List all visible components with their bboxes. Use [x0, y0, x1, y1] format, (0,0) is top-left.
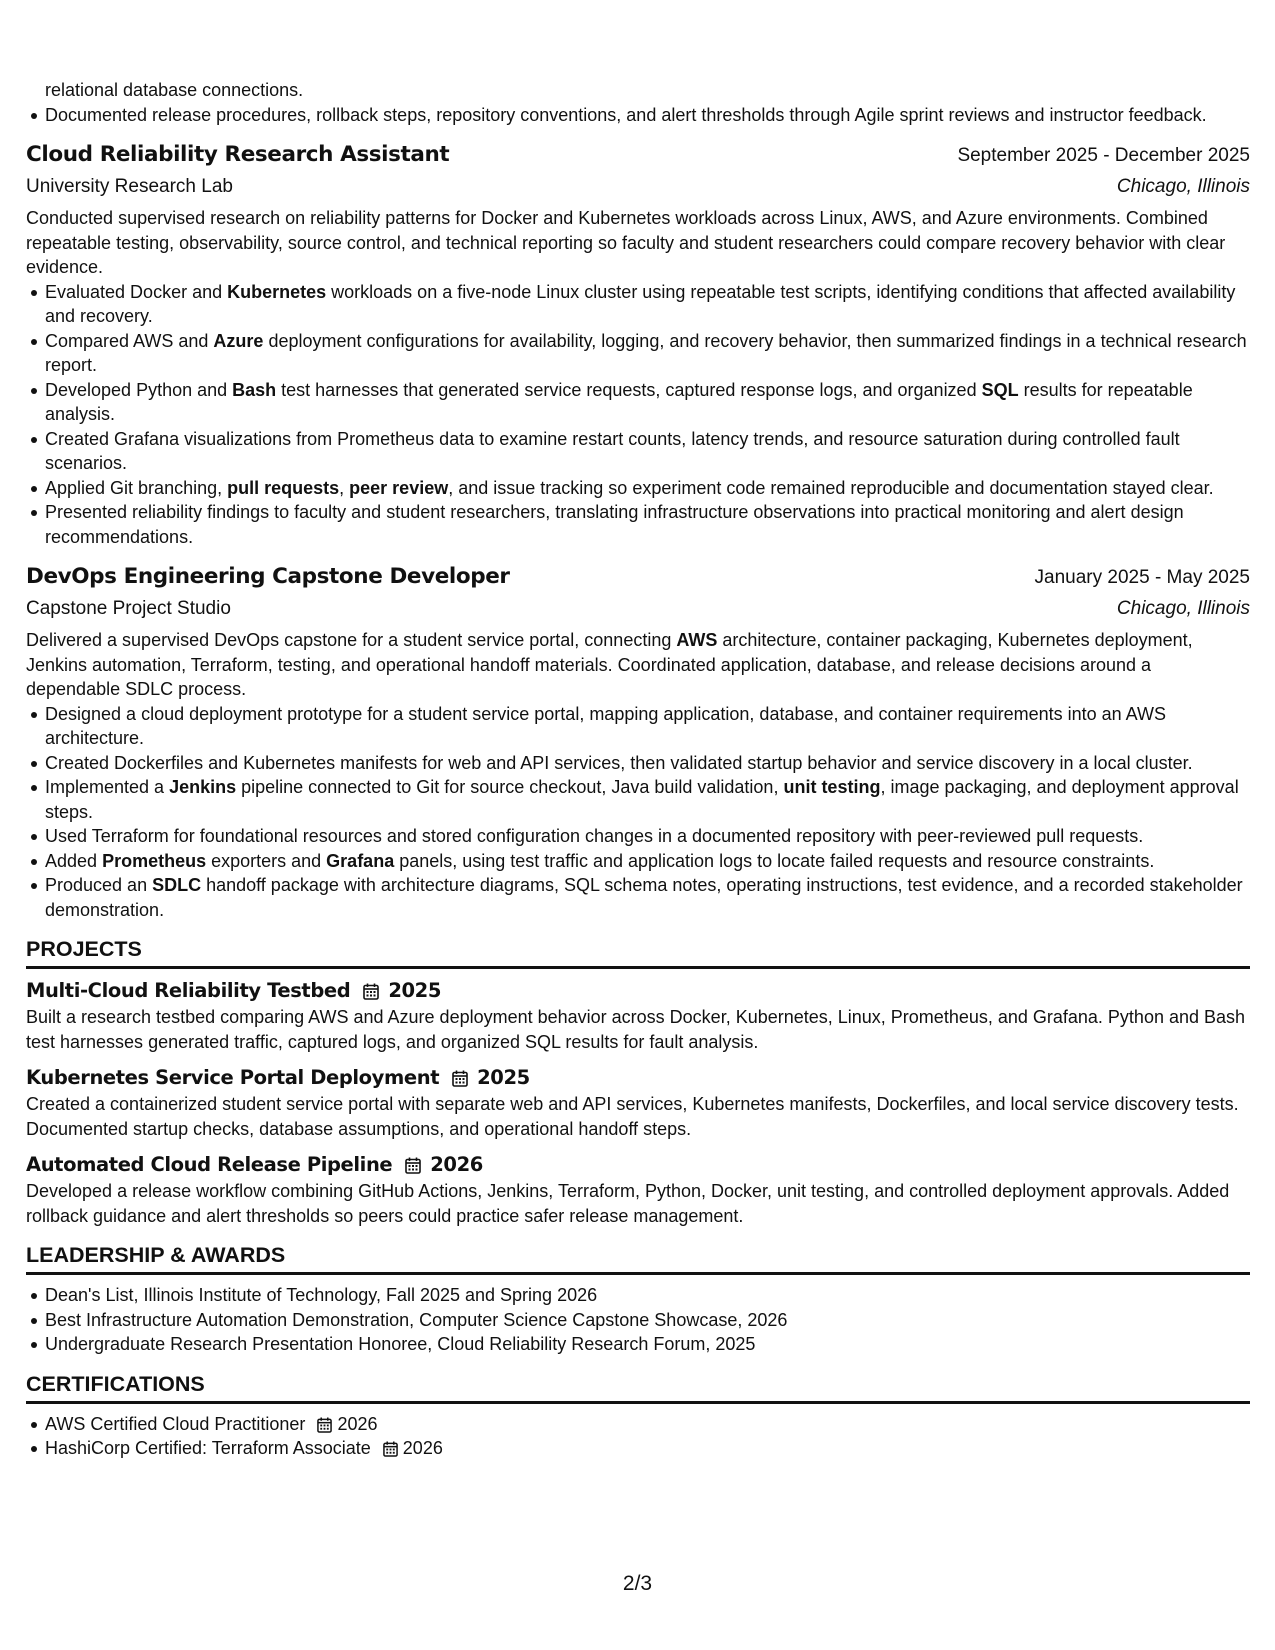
job-summary [26, 628, 1250, 702]
project-entry [26, 977, 1250, 1054]
certification-name: HashiCorp Certified: Terraform Associate [45, 1438, 371, 1458]
project-header [26, 1064, 1250, 1092]
bold-keyword: pull requests [227, 477, 340, 498]
text-run: , and issue tracking so experiment code remained reproducible and documentation stayed clear. [448, 477, 1214, 498]
award-item: Dean's List, Illinois Institute of Technology, Fall 2025 and Spring 2026 [45, 1283, 1250, 1308]
text-run: Created Dockerfiles and Kubernetes manifests for web and API services, then validated startup behavior and service discovery in a local cluster. [45, 752, 1193, 773]
job-organization: Capstone Project Studio [26, 598, 231, 619]
job-organization: University Research Lab [26, 176, 233, 197]
project-header [26, 1151, 1250, 1179]
job-entry [26, 561, 1250, 922]
bullet-item [45, 427, 1250, 476]
leadership-section [26, 1240, 1250, 1357]
project-description: Built a research testbed comparing AWS and Azure deployment behavior across Docker, Kubernetes, Linux, Prometheus, and Grafana. Python and Bash test harnesses generated traffic, captured logs, and organized SQL results for fault analysis. [26, 1007, 1246, 1052]
text-run: results for repeatable analysis. [45, 379, 1193, 424]
project-year: 2025 [388, 979, 441, 1002]
job-title: DevOps Engineering Capstone Developer [26, 564, 510, 589]
calendar-icon [383, 1441, 398, 1457]
experience-list [26, 139, 1250, 922]
award-item: Undergraduate Research Presentation Honoree, Cloud Reliability Research Forum, 2025 [45, 1332, 1250, 1357]
text-run: Developed Python and [45, 379, 233, 400]
text-run: workloads on a five-node Linux cluster using repeatable test scripts, identifying conditions that affected availability and recovery. [45, 281, 1236, 326]
bold-keyword: peer review [349, 477, 449, 498]
text-run: architecture, container packaging, Kubernetes deployment, Jenkins automation, Terraform, testing, and operational handoff materials. Coordinated application, database, and release decisions around a dependable SDLC process. [26, 630, 1193, 699]
text-run: deployment configurations for availability, logging, and recovery behavior, then summarized findings in a technical research report. [45, 330, 1247, 375]
text-run: Created Grafana visualizations from Prometheus data to examine restart counts, latency trends, and resource saturation during controlled fault scenarios. [45, 428, 1180, 473]
text-run: handoff package with architecture diagrams, SQL schema notes, operating instructions, test evidence, and a recorded stakeholder demonstration. [45, 875, 1243, 920]
job-dates: September 2025 - December 2025 [957, 145, 1250, 166]
text-run: Added [45, 850, 103, 871]
bold-keyword: SQL [981, 379, 1019, 400]
job-subheader [26, 594, 1250, 624]
text-run: Presented reliability findings to faculty and student researchers, translating infrastructure observations into practical monitoring and alert design recommendations. [45, 502, 1184, 547]
project-name: Kubernetes Service Portal Deployment [26, 1066, 440, 1089]
project-name: Automated Cloud Release Pipeline [26, 1153, 393, 1176]
previous-job-bullets [26, 78, 1250, 127]
job-title: Cloud Reliability Research Assistant [26, 142, 450, 167]
leadership-list [26, 1283, 1250, 1357]
certification-item [45, 1436, 1250, 1461]
job-header [26, 561, 1250, 594]
bold-keyword: AWS [676, 630, 718, 650]
job-location: Chicago, Illinois [1116, 176, 1250, 197]
bullet-item [45, 873, 1250, 922]
resume-page [26, 0, 1250, 1461]
text-run: panels, using test traffic and application logs to locate failed requests and resource constraints. [394, 850, 1155, 871]
project-entry [26, 1064, 1250, 1141]
bullet-item [45, 280, 1250, 329]
certification-year: 2026 [337, 1413, 378, 1434]
bullet-item [45, 329, 1250, 378]
project-year: 2026 [430, 1153, 483, 1176]
certifications-section [26, 1369, 1250, 1461]
job-entry [26, 139, 1250, 549]
text-run: Delivered a supervised DevOps capstone for a student service portal, connecting [26, 630, 677, 650]
text-run: , [339, 477, 350, 498]
calendar-icon [405, 1157, 421, 1174]
bold-keyword: Grafana [326, 850, 395, 871]
certification-item [45, 1412, 1250, 1437]
projects-section [26, 934, 1250, 1228]
project-year: 2025 [477, 1066, 530, 1089]
bold-keyword: Kubernetes [227, 281, 327, 302]
project-name: Multi-Cloud Reliability Testbed [26, 979, 351, 1002]
bold-keyword: Jenkins [169, 777, 237, 797]
text-run: exporters and [206, 850, 327, 871]
section-title-projects: PROJECTS [26, 934, 1250, 969]
bold-keyword: Bash [232, 379, 277, 400]
text-run: , image packaging, and deployment approval steps. [45, 777, 1239, 822]
project-header [26, 977, 1250, 1005]
project-entry [26, 1151, 1250, 1228]
section-title-leadership: LEADERSHIP & AWARDS [26, 1240, 1250, 1275]
bullet-item [45, 476, 1250, 501]
bullet-item [45, 500, 1250, 549]
text-run: Compared AWS and [45, 330, 214, 351]
bullet-item [45, 378, 1250, 427]
project-description: Created a containerized student service portal with separate web and API services, Kubernetes manifests, Dockerfiles, and local service discovery tests. Documented startup checks, database assumptions, and operational handoff steps. [26, 1094, 1239, 1139]
certification-name: AWS Certified Cloud Practitioner [45, 1413, 306, 1434]
text-run: Produced an [45, 875, 153, 895]
job-summary: Conducted supervised research on reliability patterns for Docker and Kubernetes workloads across Linux, AWS, and Azure environments. Combined repeatable testing, observability, source control, and technical reporting so faculty and student researchers could compare recovery behavior with clear evidence. [26, 208, 1226, 277]
bullet-item: Documented release procedures, rollback steps, repository conventions, and alert thresholds through Agile sprint reviews and instructor feedback. [45, 103, 1250, 128]
certifications-list [26, 1412, 1250, 1461]
job-dates: January 2025 - May 2025 [1034, 567, 1250, 588]
bullet-item [45, 775, 1250, 824]
text-run: Evaluated Docker and [45, 281, 228, 302]
previous-job-continuation [26, 0, 1250, 127]
calendar-icon [363, 983, 379, 1000]
text-run: Applied Git branching, [45, 477, 228, 498]
projects-list [26, 977, 1250, 1228]
text-run: test harnesses that generated service requests, captured response logs, and organized [276, 379, 982, 400]
bold-keyword: Azure [213, 330, 264, 351]
certification-year: 2026 [402, 1438, 443, 1458]
bullet-item [45, 824, 1250, 849]
bullet-item [45, 702, 1250, 751]
job-subheader [26, 172, 1250, 202]
text-run: pipeline connected to Git for source checkout, Java build validation, [236, 777, 784, 797]
job-location: Chicago, Illinois [1116, 598, 1250, 619]
text-run: Designed a cloud deployment prototype for a student service portal, mapping application, database, and container requirements into an AWS architecture. [45, 703, 1167, 748]
job-header [26, 139, 1250, 172]
bullet-continuation: relational database connections. [45, 80, 304, 100]
page-number: 2/3 [622, 1572, 653, 1595]
bold-keyword: SDLC [152, 875, 202, 895]
project-description: Developed a release workflow combining GitHub Actions, Jenkins, Terraform, Python, Docker, unit testing, and controlled deployment approvals. Added rollback guidance and alert thresholds so peers could practice safer release management. [26, 1181, 1230, 1226]
bold-keyword: unit testing [783, 777, 881, 797]
bullet-item [45, 751, 1250, 776]
job-bullets [26, 280, 1250, 550]
text-run: Implemented a [45, 777, 170, 797]
award-item: Best Infrastructure Automation Demonstration, Computer Science Capstone Showcase, 2026 [45, 1308, 1250, 1333]
calendar-icon [452, 1070, 468, 1087]
calendar-icon [317, 1417, 332, 1433]
bold-keyword: Prometheus [102, 850, 207, 871]
text-run: Used Terraform for foundational resources and stored configuration changes in a documented repository with peer-reviewed pull requests. [45, 826, 1144, 846]
job-bullets [26, 702, 1250, 923]
bullet-item [45, 849, 1250, 874]
section-title-certifications: CERTIFICATIONS [26, 1369, 1250, 1404]
